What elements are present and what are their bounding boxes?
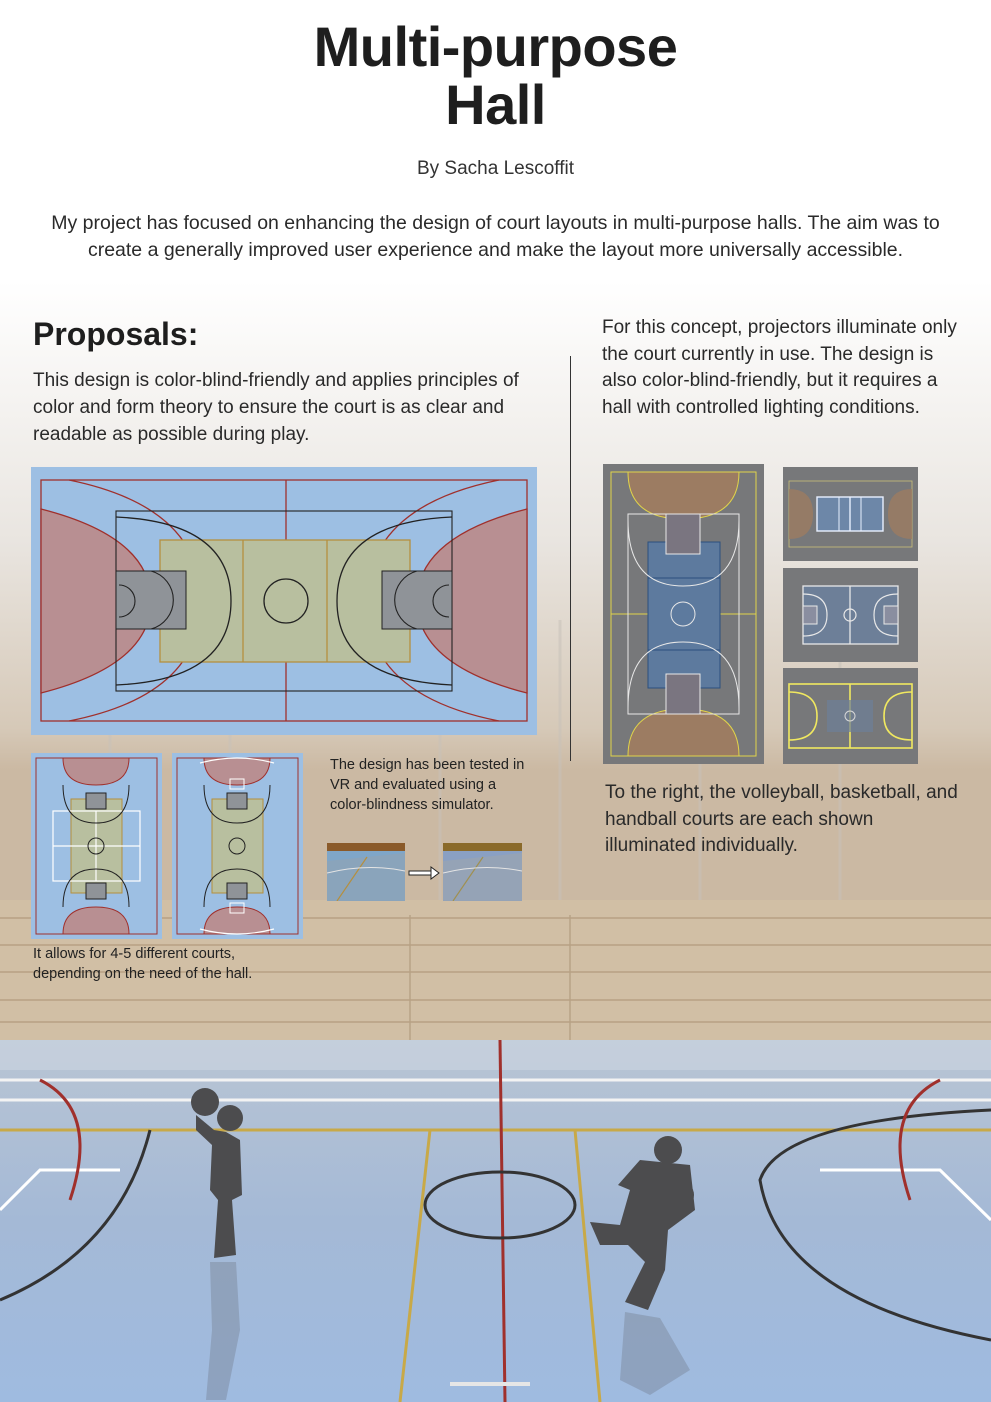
proposals-text: This design is color-blind-friendly and applies principles of color and form theory to ensure the court is as clear and readable as possible during play.	[33, 370, 519, 445]
arrow-right-icon	[407, 865, 441, 881]
projector-volleyball-court-diagram	[783, 467, 918, 561]
projector-basketball-court-diagram	[783, 568, 918, 662]
vr-render-original	[327, 843, 405, 901]
projector-handball-court-diagram	[783, 668, 918, 764]
projector-caption: To the right, the volleyball, basketball, and handball courts are each shown illuminated individually.	[605, 782, 958, 856]
court-variant-a-diagram	[31, 753, 162, 939]
page-title	[0, 15, 991, 136]
author-byline: By Sacha Lescoffit	[416, 158, 575, 179]
projector-concept-text: For this concept, projectors illuminate only the court currently in use. The design is also color-blind-friendly, but it requires a hall with controlled lighting conditions.	[602, 317, 957, 418]
vr-render-colorblind-simulated	[443, 843, 522, 901]
title-line-2: Hall	[445, 73, 546, 136]
main-court-diagram	[31, 467, 537, 735]
intro-paragraph: My project has focused on enhancing the design of court layouts in multi-purpose halls. The aim was to create a generally improved user experience and make the layout more universally accessible.	[51, 212, 940, 261]
proposals-heading: Proposals:	[33, 316, 199, 352]
courts-count-caption: It allows for 4-5 different courts, depending on the need of the hall.	[33, 946, 253, 982]
projector-court-all-diagram	[603, 464, 764, 764]
court-variant-b-diagram	[172, 753, 303, 939]
column-divider	[570, 356, 571, 761]
vr-test-note: The design has been tested in VR and evaluated using a color-blindness simulator.	[330, 757, 525, 813]
title-line-1: Multi-purpose	[313, 15, 678, 78]
